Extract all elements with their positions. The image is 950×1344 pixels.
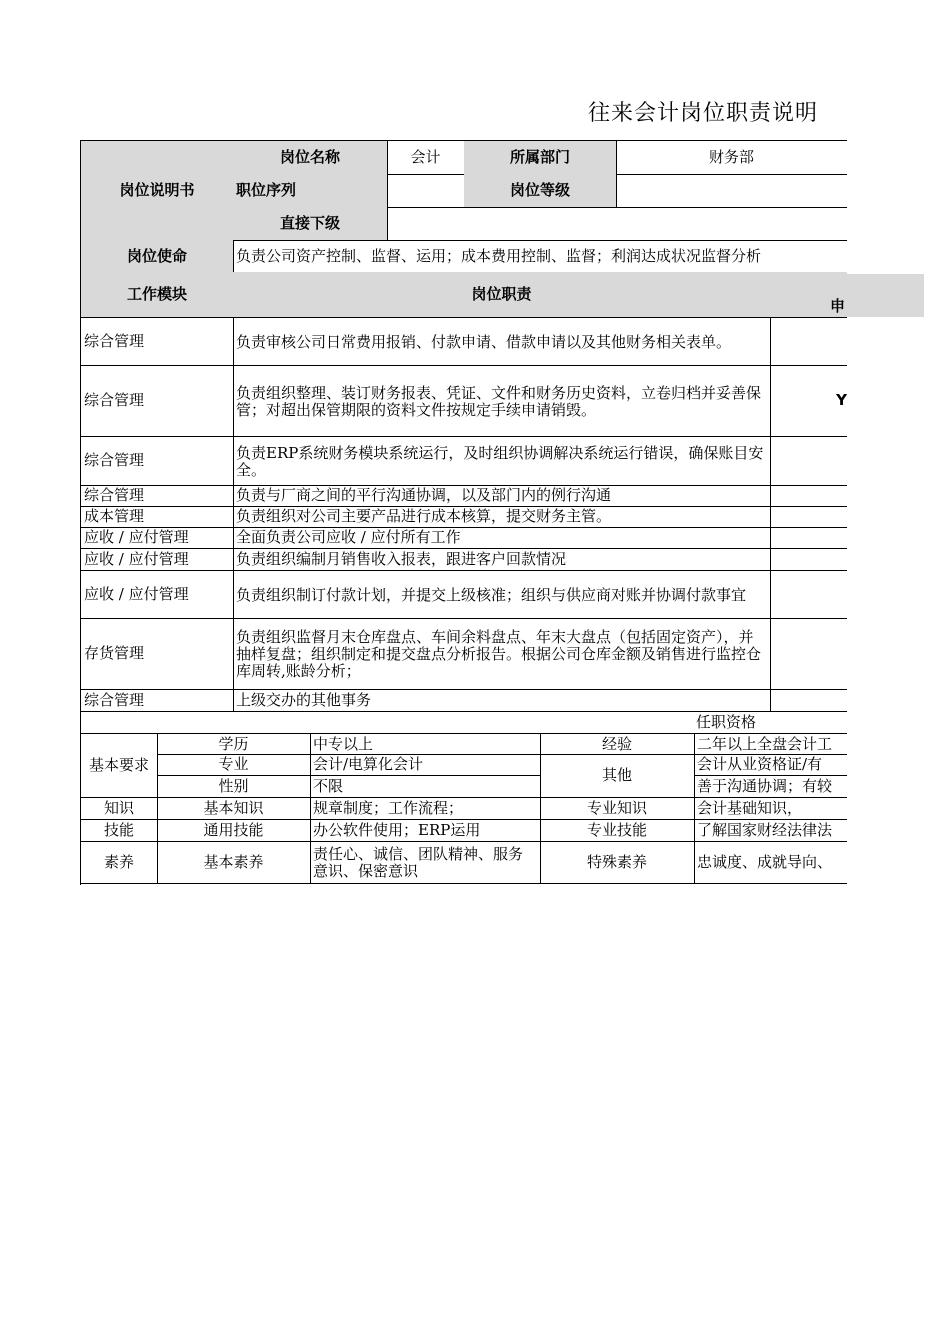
- mission-label: 岗位使命: [81, 240, 234, 273]
- duty-module: 综合管理: [81, 485, 234, 507]
- pro-knowledge-value: 会计基础知识，: [694, 797, 847, 820]
- extra-header: 申: [770, 295, 847, 318]
- duty-extra: [770, 317, 847, 366]
- duty-module: 综合管理: [81, 365, 234, 437]
- duty-extra: [770, 570, 847, 619]
- major-value: 会计/电算化会计: [310, 754, 541, 776]
- duty-text: 负责审核公司日常费用报销、付款申请、借款申请以及其他财务相关表单。: [233, 317, 771, 366]
- special-quality-value: 忠诚度、成就导向、: [694, 841, 847, 884]
- duty-extra: [770, 527, 847, 549]
- duty-module: 应收 / 应付管理: [81, 527, 234, 549]
- basic-knowledge-value: 规章制度；工作流程；: [310, 797, 541, 820]
- duty-text: 负责组织整理、装订财务报表、凭证、文件和财务历史资料，立卷归档并妥善保管；对超出保管期限的资料文件按规定手续申请销毁。: [233, 365, 771, 437]
- department-label: 所属部门: [464, 141, 617, 175]
- duty-text: 负责与厂商之间的平行沟通协调，以及部门内的例行沟通: [233, 485, 771, 507]
- education-value: 中专以上: [310, 733, 541, 755]
- grade-value[interactable]: [616, 174, 847, 208]
- duty-text: 负责组织对公司主要产品进行成本核算，提交财务主管。: [233, 506, 771, 528]
- education-label: 学历: [157, 733, 311, 755]
- duty-text: 负责ERP系统财务模块系统运行，及时组织协调解决系统运行错误，确保账目安全。: [233, 436, 771, 486]
- position-name-value[interactable]: 会计: [387, 141, 465, 175]
- overflow-header-shade: [847, 274, 924, 317]
- qualifications-title: 任职资格: [696, 713, 757, 731]
- extra-header-top: [770, 272, 847, 296]
- duty-extra: [770, 548, 847, 571]
- duty-module: 综合管理: [81, 436, 234, 486]
- other-value-1: 会计从业资格证/有: [694, 754, 847, 776]
- duty-extra: [770, 485, 847, 507]
- duty-text: 负责组织编制月销售收入报表，跟进客户回款情况: [233, 548, 771, 571]
- other-label: 其他: [540, 754, 695, 798]
- module-header: 工作模块: [81, 272, 234, 318]
- department-value[interactable]: 财务部: [616, 141, 847, 175]
- pro-skill-label: 专业技能: [540, 819, 695, 842]
- quality-label: 素养: [81, 841, 158, 884]
- pro-knowledge-label: 专业知识: [540, 797, 695, 820]
- duty-header: 岗位职责: [233, 272, 771, 318]
- duty-extra: [770, 618, 847, 690]
- duty-text: 负责组织制订付款计划，并提交上级核准；组织与供应商对账并协调付款事宜: [233, 570, 771, 619]
- duty-text: 负责组织监督月末仓库盘点、车间余料盘点、年末大盘点（包括固定资产），并抽样复盘；组织制定和提交盘点分析报告。根据公司仓库金额及销售进行监控仓库周转,账龄分析；: [233, 618, 771, 690]
- basic-quality-label: 基本素养: [157, 841, 311, 884]
- duty-text: 全面负责公司应收 / 应付所有工作: [233, 527, 771, 549]
- duty-module: 应收 / 应付管理: [81, 570, 234, 619]
- duty-module: 综合管理: [81, 317, 234, 366]
- duty-module: 应收 / 应付管理: [81, 548, 234, 571]
- experience-label: 经验: [540, 733, 695, 755]
- mission-text: 负责公司资产控制、监督、运用；成本费用控制、监督；利润达成状况监督分析: [233, 240, 847, 273]
- position-name-label: 岗位名称: [233, 141, 388, 175]
- pro-skill-value: 了解国家财经法律法: [694, 819, 847, 842]
- duty-extra: [770, 506, 847, 528]
- duty-extra: Y: [770, 365, 847, 437]
- grade-label: 岗位等级: [464, 174, 617, 208]
- knowledge-label: 知识: [81, 797, 158, 820]
- duty-extra: [770, 689, 847, 712]
- gender-value: 不限: [310, 775, 541, 798]
- sequence-value[interactable]: [387, 174, 465, 208]
- special-quality-label: 特殊素养: [540, 841, 695, 884]
- basic-requirements-label: 基本要求: [81, 733, 158, 798]
- major-label: 专业: [157, 754, 311, 776]
- experience-value: 二年以上全盘会计工: [694, 733, 847, 755]
- duty-text: 上级交办的其他事务: [233, 689, 771, 712]
- skill-label: 技能: [81, 819, 158, 842]
- subordinate-value[interactable]: [387, 207, 847, 241]
- basic-knowledge-label: 基本知识: [157, 797, 311, 820]
- gender-label: 性别: [157, 775, 311, 798]
- duty-module: 综合管理: [81, 689, 234, 712]
- subordinate-label: 直接下级: [233, 207, 388, 241]
- general-skill-label: 通用技能: [157, 819, 311, 842]
- sequence-label: 职位序列: [233, 174, 388, 208]
- job-description-label: 岗位说明书: [81, 141, 234, 241]
- duty-module: 成本管理: [81, 506, 234, 528]
- other-value-2: 善于沟通协调；有较: [694, 775, 847, 798]
- duty-extra: [770, 436, 847, 486]
- general-skill-value: 办公软件使用；ERP运用: [310, 819, 541, 842]
- duty-module: 存货管理: [81, 618, 234, 690]
- basic-quality-value: 责任心、诚信、团队精神、服务意识、保密意识: [310, 841, 541, 884]
- page-title: 往来会计岗位职责说明: [588, 101, 819, 126]
